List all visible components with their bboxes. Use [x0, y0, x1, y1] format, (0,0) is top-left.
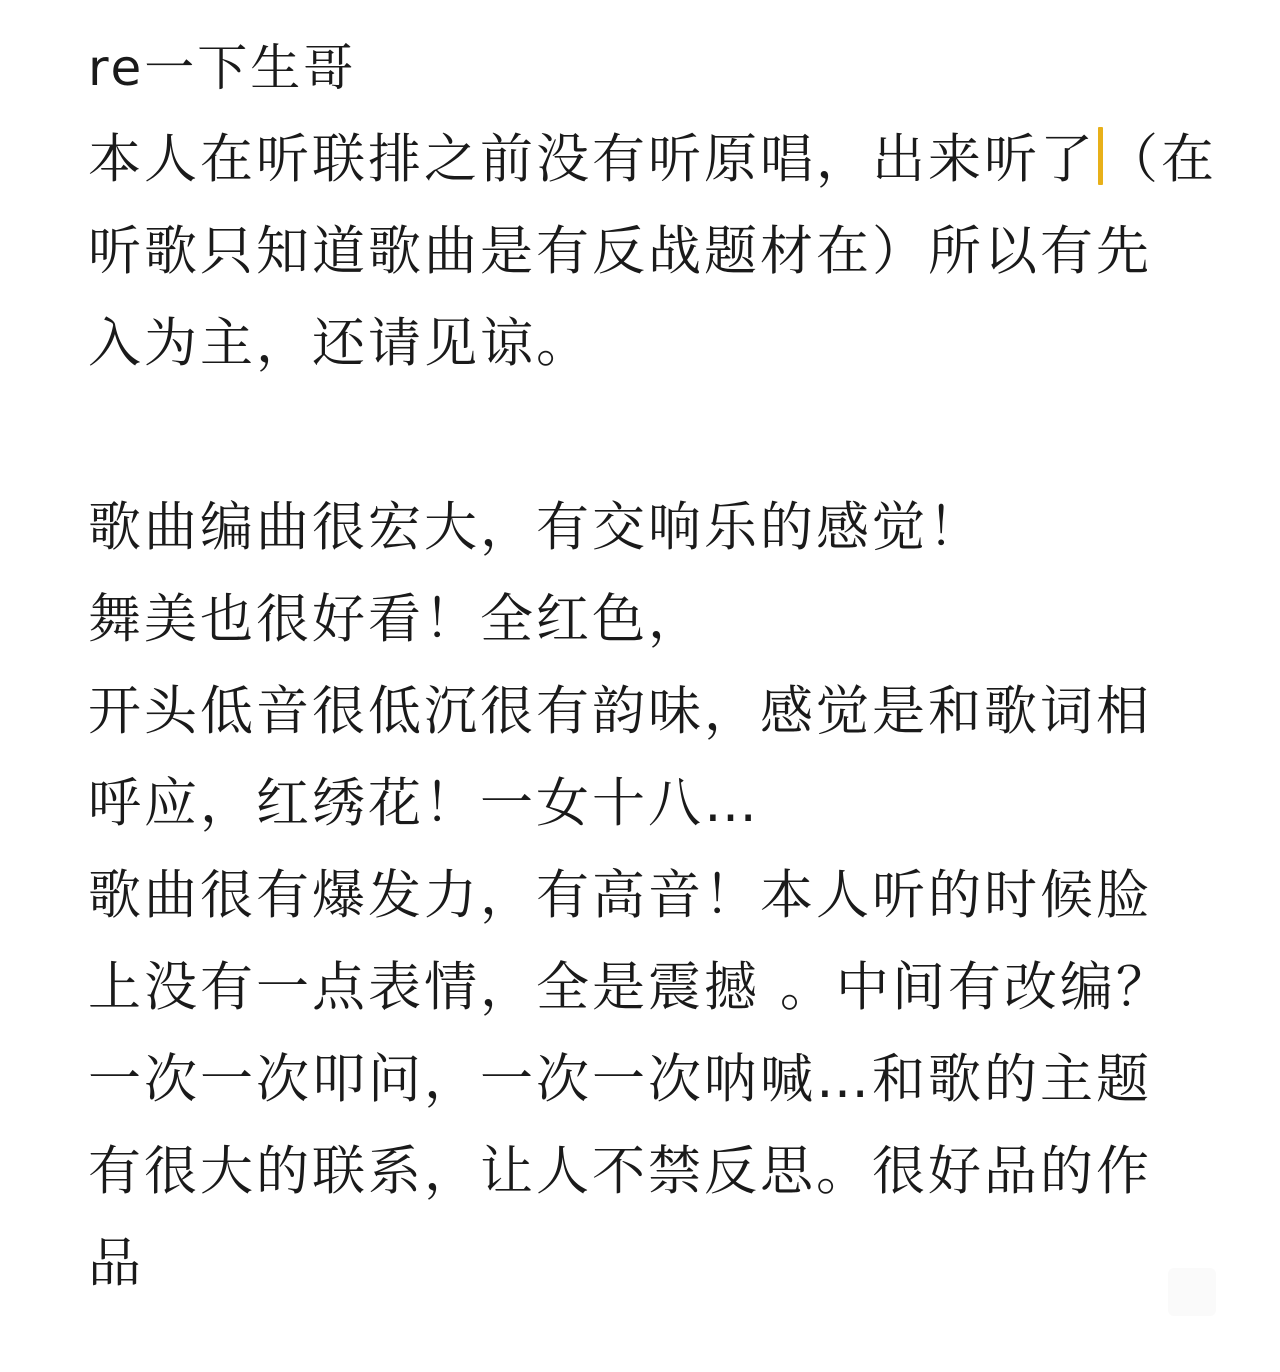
note-line: 呼应，红绣花！一女十八… — [88, 773, 760, 834]
note-text: （在 — [1105, 129, 1217, 190]
note-line: 开头低音很低沉很有韵味，感觉是和歌词相 — [88, 681, 1152, 742]
note-line: 歌曲很有爆发力，有高音！本人听的时候脸 — [88, 865, 1152, 926]
note-line: 上没有一点表情，全是震撼 。中间有改编？ — [88, 957, 1172, 1018]
floating-corner-button[interactable] — [1168, 1268, 1216, 1316]
note-line: 入为主，还请见谅。 — [88, 313, 592, 374]
note-line: 一次一次叩问，一次一次呐喊…和歌的主题 — [88, 1049, 1152, 1110]
note-line: 歌曲编曲很宏大，有交响乐的感觉！ — [88, 497, 984, 558]
note-title: re一下生哥 — [88, 39, 357, 97]
note-line: 有很大的联系，让人不禁反思。很好品的作 — [88, 1141, 1152, 1202]
note-line: 舞美也很好看！全红色， — [88, 589, 704, 650]
note-line — [88, 114, 1217, 206]
note-line: 品 — [88, 1233, 144, 1294]
note-line: 听歌只知道歌曲是有反战题材在）所以有先 — [88, 221, 1152, 282]
note-text: 本人在听联排之前没有听原唱，出来听了 — [88, 129, 1096, 190]
text-caret — [1098, 127, 1103, 185]
